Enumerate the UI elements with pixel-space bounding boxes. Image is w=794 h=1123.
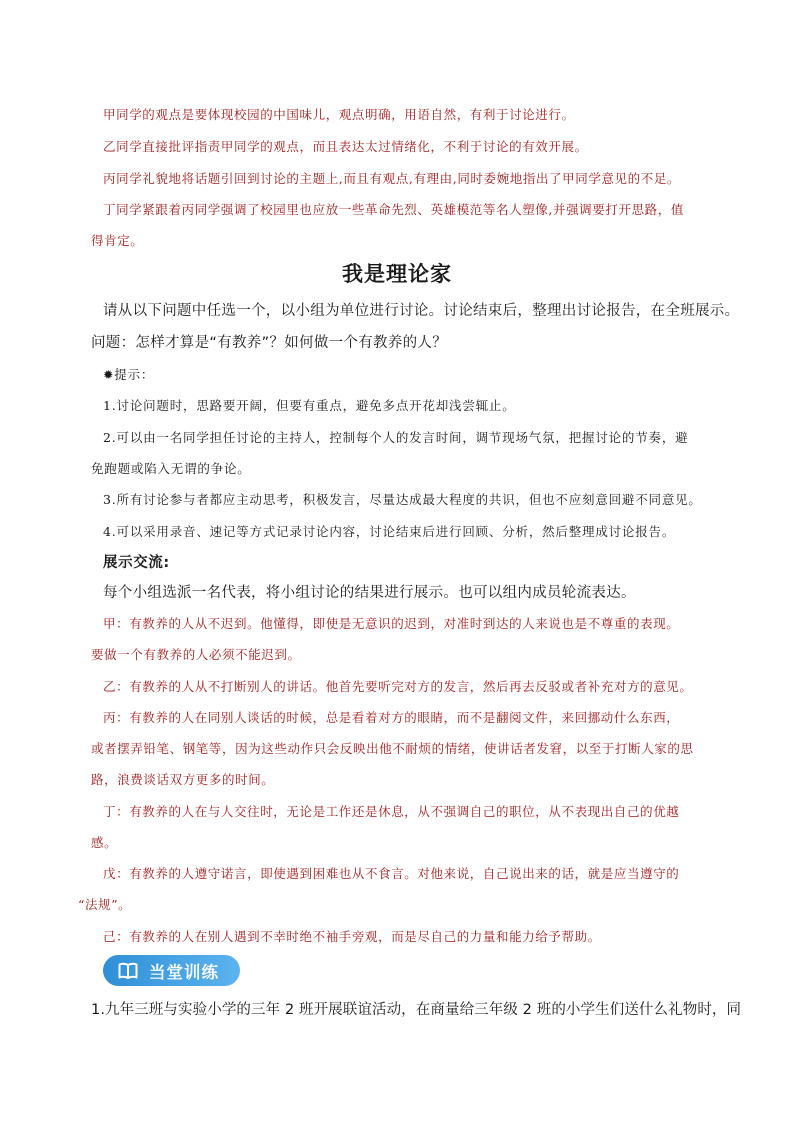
section-title: 我是理论家 (342, 262, 452, 286)
question-text: 问题：怎样才算是“有教养”？如何做一个有教养的人？ (91, 335, 448, 351)
exchange-intro: 每个小组选派一名代表，将小组讨论的结果进行展示。也可以组内成员轮流表达。 (103, 585, 636, 601)
answer-line: 要做一个有教养的人必须不能迟到。 (91, 647, 301, 662)
exchange-label: 展示交流: (103, 555, 170, 571)
tip-item: 3.所有讨论参与者都应主动思考，积极发言，尽量达成最大程度的共识，但也不应刻意回避不同意见。 (103, 492, 702, 507)
practice-badge (103, 955, 240, 986)
comment-line: 丁同学紧跟着丙同学强调了校园里也应放一些革命先烈、英雄模范等名人塑像,并强调要打开思路，值 (103, 202, 684, 217)
answer-line: 丙：有教养的人在同别人谈话的时候，总是看着对方的眼睛，而不是翻阅文件，来回挪动什么东西， (103, 710, 680, 725)
tip-item: 1.讨论问题时，思路要开阔，但要有重点，避免多点开花却浅尝辄止。 (103, 398, 516, 413)
answer-line: 路，浪费谈话双方更多的时间。 (91, 772, 275, 787)
comment-line: 乙同学直接批评指责甲同学的观点，而且表达太过情绪化，不利于讨论的有效开展。 (103, 139, 588, 154)
open-book-icon (118, 962, 138, 980)
comment-line: 甲同学的观点是要体现校园的中国味儿，观点明确，用语自然，有利于讨论进行。 (103, 107, 575, 122)
answer-line: 乙：有教养的人从不打断别人的讲话。他首先要听完对方的发言，然后再去反驳或者补充对方的意见。 (103, 679, 693, 694)
answer-line: 己：有教养的人在别人遇到不幸时绝不袖手旁观，而是尽自己的力量和能力给予帮助。 (103, 929, 601, 944)
comment-line: 丙同学礼貌地将话题引回到讨论的主题上,而且有观点,有理由,同时委婉地指出了甲同学意见的不足。 (103, 171, 681, 186)
answer-line: 或者摆弄铅笔、钢笔等，因为这些动作只会反映出他不耐烦的情绪，使讲话者发窘，以至于打断人家的思 (91, 741, 694, 756)
answer-line: “法规”。 (78, 897, 132, 912)
tips-label: ✹提示： (103, 367, 155, 382)
practice-badge-label: 当堂训练 (149, 962, 219, 982)
tip-item: 4.可以采用录音、速记等方式记录讨论内容，讨论结束后进行回顾、分析，然后整理成讨论报告。 (103, 524, 676, 539)
answer-line: 甲：有教养的人从不迟到。他懂得，即使是无意识的迟到，对准时到达的人来说也是不尊重的表现。 (103, 616, 680, 631)
tip-item: 免跑题或陷入无谓的争论。 (91, 461, 251, 476)
practice-question: 1.九年三班与实验小学的三年 2 班开展联谊活动，在商量给三年级 2 班的小学生们送什么礼物时，同 (91, 1002, 742, 1018)
intro-text: 请从以下问题中任选一个，以小组为单位进行讨论。讨论结束后，整理出讨论报告，在全班展示。 (103, 303, 740, 319)
answer-line: 感。 (91, 835, 118, 850)
tip-item: 2.可以由一名同学担任讨论的主持人，控制每个人的发言时间，调节现场气氛，把握讨论的节奏，避 (103, 430, 689, 445)
answer-line: 戊：有教养的人遵守诺言，即使遇到困难也从不食言。对他来说，自己说出来的话，就是应当遵守的 (103, 866, 680, 881)
comment-line: 得肯定。 (91, 233, 144, 248)
answer-line: 丁：有教养的人在与人交往时，无论是工作还是休息，从不强调自己的职位，从不表现出自己的优越 (103, 804, 680, 819)
